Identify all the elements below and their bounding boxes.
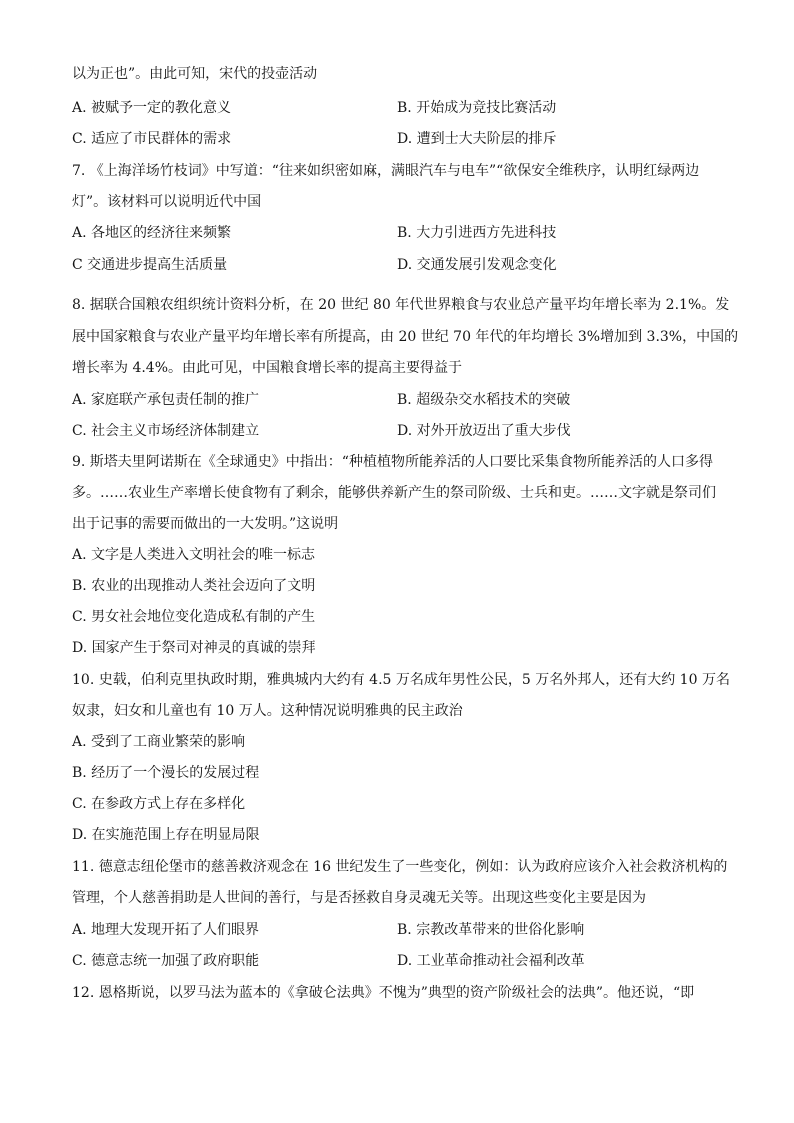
q8-stem-line: 展中国家粮食与农业产量平均年增长率有所提高，由 20 世纪 70 年代的年均增长 3%增加到 3.3%，中国的	[72, 329, 739, 345]
q7-option-b: B. 大力引进西方先进科技	[397, 225, 557, 241]
q6-option-a: A. 被赋予一定的教化意义	[72, 100, 232, 116]
q7-stem-line: 灯”。该材料可以说明近代中国	[72, 194, 262, 210]
q7-option-c: C 交通进步提高生活质量	[72, 257, 228, 273]
q8-option-d: D. 对外开放迈出了重大步伐	[397, 423, 571, 439]
q6-option-d: D. 遭到士大夫阶层的排斥	[397, 131, 557, 147]
q9-stem-line: 出于记事的需要而做出的一大发明。”这说明	[72, 516, 339, 532]
q10-option-d: D. 在实施范围上存在明显局限	[72, 827, 260, 843]
q9-option-b: B. 农业的出现推动人类社会迈向了文明	[72, 578, 316, 594]
q11-option-a: A. 地理大发现开拓了人们眼界	[72, 922, 260, 938]
q11-stem-line: 11. 德意志纽伦堡市的慈善救济观念在 16 世纪发生了一些变化，例如：认为政府应该介入社会救济机构的	[72, 859, 728, 875]
q9-option-a: A. 文字是人类进入文明社会的唯一标志	[72, 547, 316, 563]
q8-option-c: C. 社会主义市场经济体制建立	[72, 423, 260, 439]
q11-option-b: B. 宗教改革带来的世俗化影响	[397, 922, 585, 938]
q7-option-a: A. 各地区的经济往来频繁	[72, 225, 232, 241]
q10-option-c: C. 在参政方式上存在多样化	[72, 796, 246, 812]
q11-option-d: D. 工业革命推动社会福利改革	[397, 953, 585, 969]
q9-option-d: D. 国家产生于祭司对神灵的真诚的崇拜	[72, 640, 316, 656]
q10-stem-line: 奴隶，妇女和儿童也有 10 万人。这种情况说明雅典的民主政治	[72, 703, 463, 719]
q9-stem-line: 9. 斯塔夫里阿诺斯在《全球通史》中指出：“种植植物所能养活的人口要比采集食物所能养活的人口多得	[72, 454, 713, 470]
q9-stem-line: 多。……农业生产率增长使食物有了剩余，能够供养新产生的祭司阶级、士兵和吏。……文字就是祭司们	[72, 485, 716, 501]
q8-option-b: B. 超级杂交水稻技术的突破	[397, 392, 571, 408]
q6-stem-line: 以为正也”。由此可知，宋代的投壶活动	[72, 66, 318, 82]
q9-option-c: C. 男女社会地位变化造成私有制的产生	[72, 609, 316, 625]
q10-stem-line: 10. 史载，伯利克里执政时期，雅典城内大约有 4.5 万名成年男性公民，5 万名外邦人，还有大约 10 万名	[72, 672, 730, 688]
q7-option-d: D. 交通发展引发观念变化	[397, 257, 557, 273]
q11-option-c: C. 德意志统一加强了政府职能	[72, 953, 260, 969]
q6-option-b: B. 开始成为竞技比赛活动	[397, 100, 557, 116]
q6-option-c: C. 适应了市民群体的需求	[72, 131, 232, 147]
q8-option-a: A. 家庭联产承包责任制的推广	[72, 392, 260, 408]
q8-stem-line: 8. 据联合国粮农组织统计资料分析，在 20 世纪 80 年代世界粮食与农业总产量平均年增长率为 2.1%。发	[72, 297, 730, 313]
q10-option-b: B. 经历了一个漫长的发展过程	[72, 765, 260, 781]
q12-stem-line: 12. 恩格斯说，以罗马法为蓝本的《拿破仑法典》不愧为”典型的资产阶级社会的法典”。他还说，“即	[72, 985, 695, 1001]
q10-option-a: A. 受到了工商业繁荣的影响	[72, 734, 246, 750]
q7-stem-line: 7. 《上海洋场竹枝词》中写道：“往来如织密如麻，满眼汽车与电车”“欲保安全维秩序，认明红绿两边	[72, 163, 700, 179]
q11-stem-line: 管理，个人慈善捐助是人世间的善行，与是否拯救自身灵魂无关等。出现这些变化主要是因为	[72, 890, 646, 906]
q8-stem-line: 增长率为 4.4%。由此可见，中国粮食增长率的提高主要得益于	[72, 360, 463, 376]
